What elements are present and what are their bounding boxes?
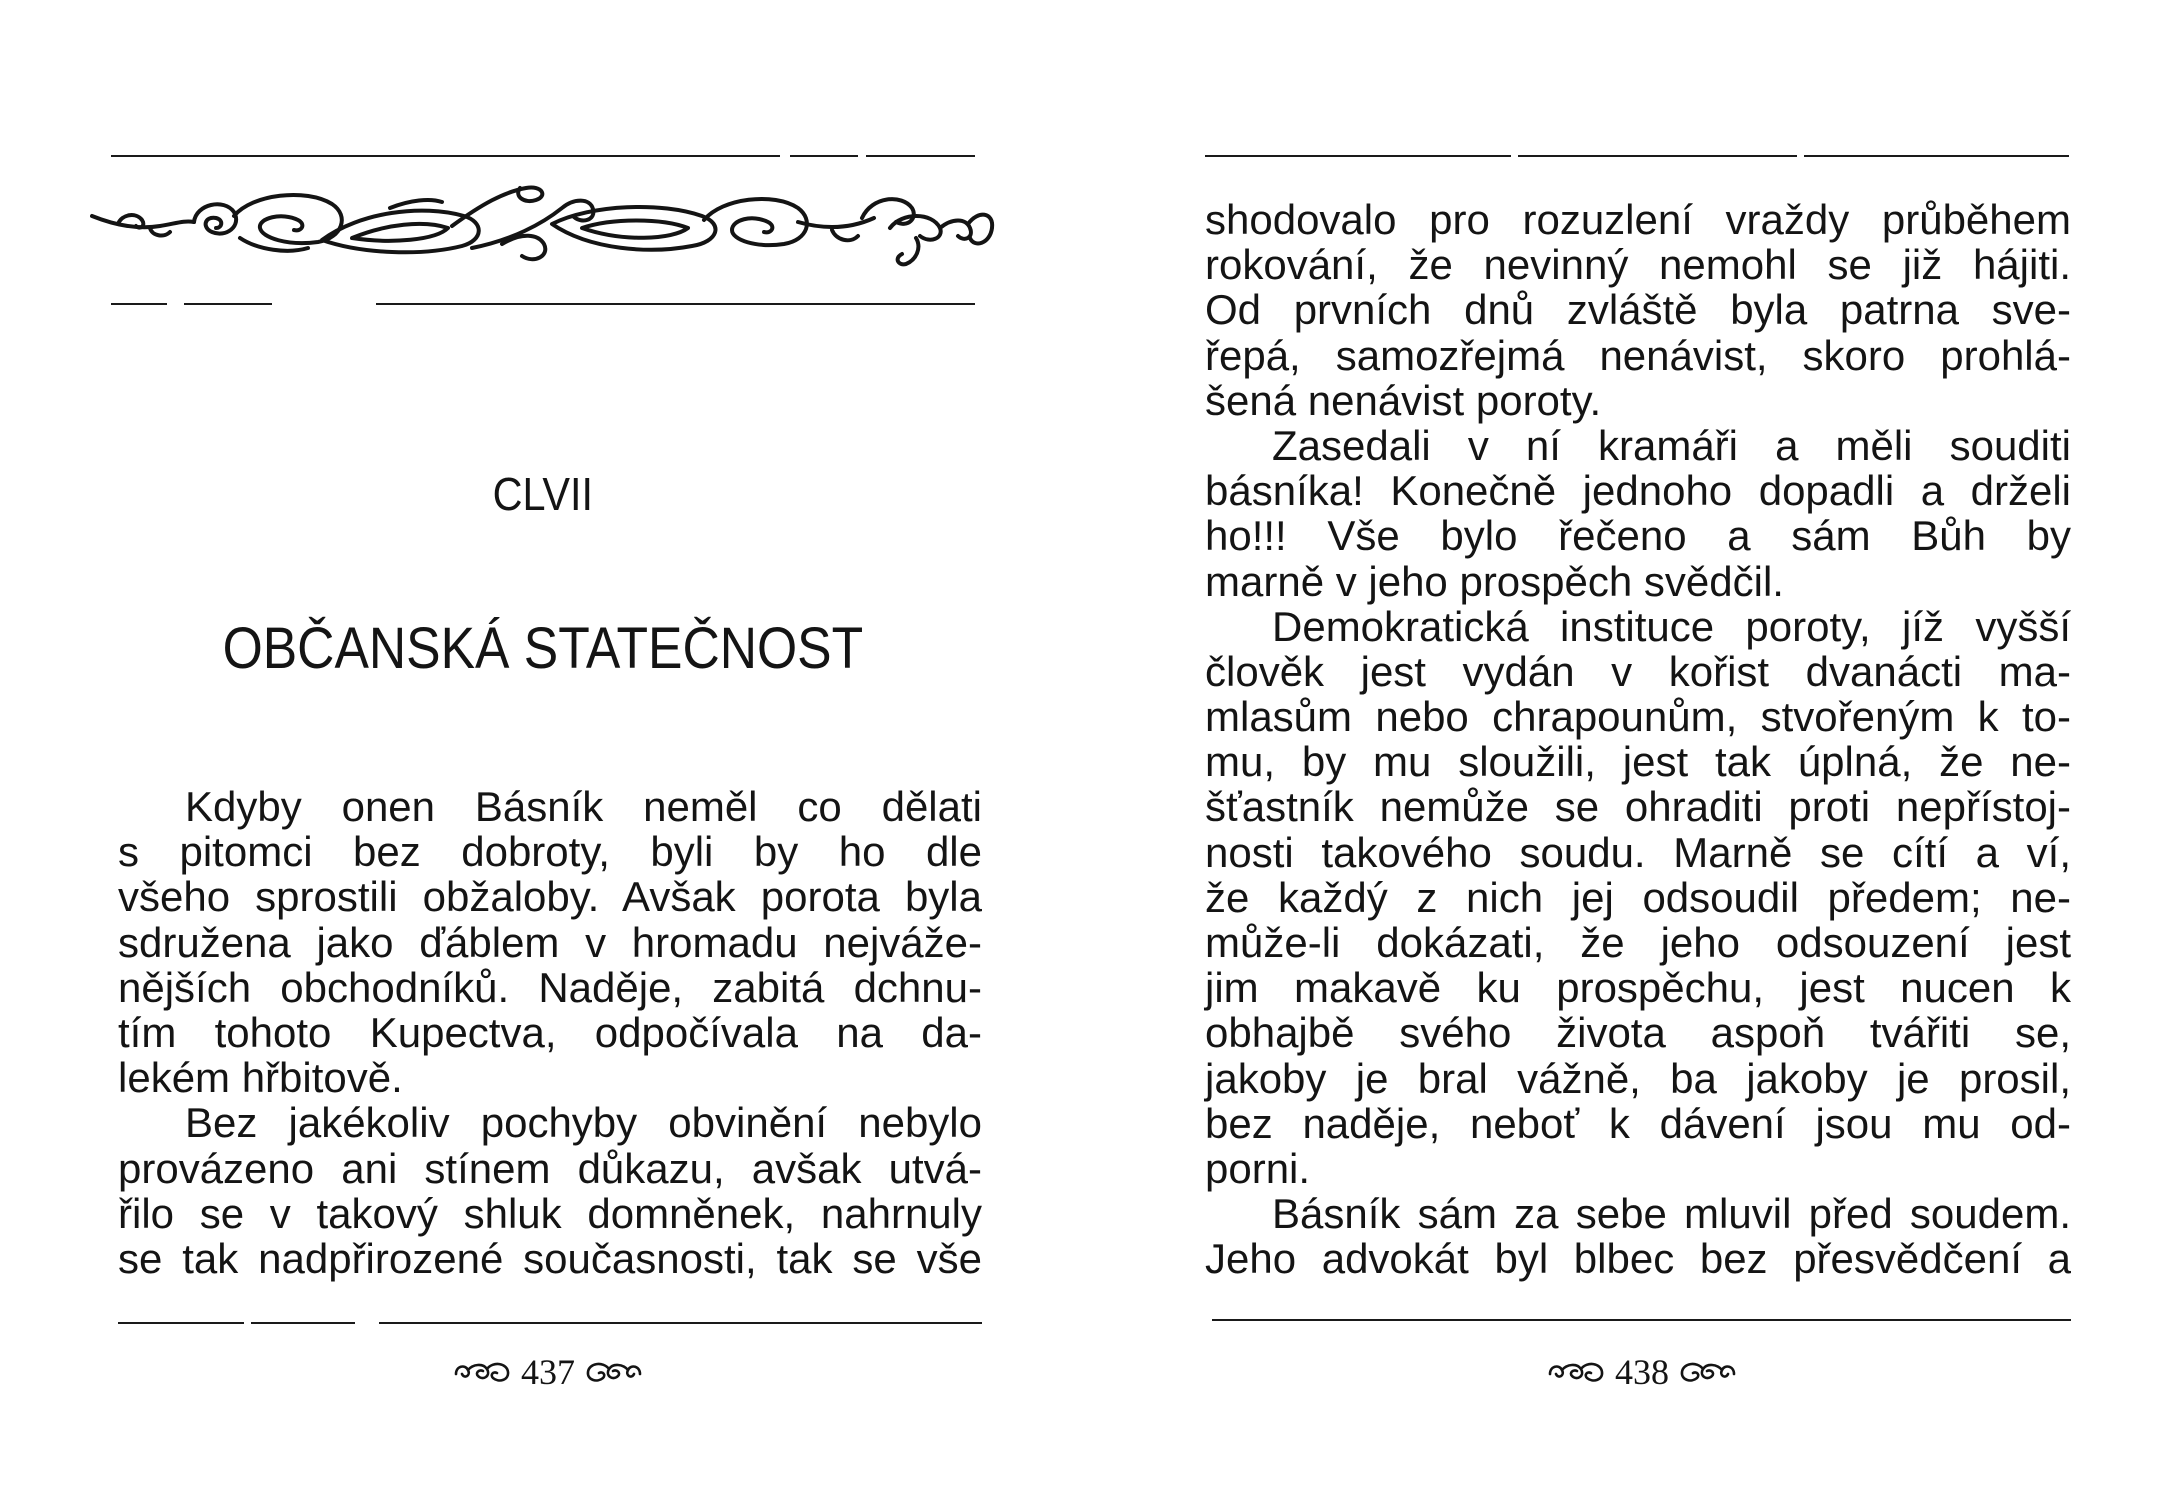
page-footer [398,1352,698,1392]
page-footer [1492,1352,1792,1392]
text-line: provázeno ani stínem důkazu, avšak utvá- [118,1144,982,1192]
text-line: rokování, že nevinný nemohl se již hájiti. [1205,241,2071,289]
text-line: marně v jeho prospěch svědčil. [1205,557,1784,605]
text-line: mlasům nebo chrapounům, stvořeným k to- [1205,693,2071,741]
text-line: šťastník nemůže se ohraditi proti nepřístoj- [1205,783,2071,831]
paragraph [118,784,982,1100]
text-line: řilo se v takový shluk domněnek, nahrnuly [118,1189,982,1237]
text-line: Bez jakékoliv pochyby obvinění nebylo [185,1099,982,1147]
floral-ornament-icon [90,182,996,268]
text-line: shodovalo pro rozuzlení vraždy průběhem [1205,196,2071,243]
text-line: že každý z nich jej odsoudil předem; ne- [1205,873,2071,921]
chapter-number-text: CLVII [492,468,594,520]
paragraph [1205,1191,2071,1281]
ornament-rule [376,303,975,305]
text-line: Kdyby onen Básník neměl co dělati [185,783,982,830]
text-line: básníka! Konečně jednoho dopadli a drželi [1205,467,2071,515]
text-line: jakoby je bral vážně, ba jakoby je prosil, [1205,1054,2071,1102]
text-line: šená nenávist poroty. [1205,376,1602,424]
text-line: tím tohoto Kupectva, odpočívala na da- [118,1008,982,1056]
paragraph [1205,423,2071,604]
left-text-column [118,784,982,1281]
ornament-rule [184,303,272,305]
top-rule [790,155,858,157]
bottom-rule [1212,1319,2071,1321]
text-line: může-li dokázati, že jeho odsouzení jest [1205,919,2071,966]
text-line: s pitomci bez dobroty, byli by ho dle [118,828,982,876]
chapter-title-text: OBČANSKÁ STATEČNOST [222,616,864,681]
chapter-number [90,468,996,520]
text-line: lekém hřbitově. [118,1054,403,1102]
text-line: všeho sprostili obžaloby. Avšak porota byla [118,873,982,921]
text-line: bez naděje, neboť k dávení jsou mu od- [1205,1099,2071,1147]
text-line: Demokratická instituce poroty, jíž vyšší [1272,602,2071,650]
text-line: jim makavě ku prospěchu, jest nucen k [1205,964,2071,1012]
left-flourish-icon [453,1359,511,1385]
text-line: porni. [1205,1144,1311,1192]
top-rule [866,155,975,157]
ornament-rule [111,303,167,305]
left-flourish-icon [1547,1359,1605,1385]
text-line: člověk jest vydán v kořist dvanácti ma- [1205,647,2071,695]
top-rule [111,155,780,157]
top-rule [1804,155,2069,157]
text-line: Básník sám za sebe mluvil před soudem. [1272,1190,2071,1238]
bottom-rule [251,1322,355,1324]
top-rule [1518,155,1797,157]
text-line: sdružena jako ďáblem v hromadu nejváže- [118,918,982,966]
text-line: Zasedali v ní kramáři a měli souditi [1272,421,2071,469]
right-page [1083,0,2166,1500]
chapter-title [90,616,996,681]
page-number: 438 [1615,1352,1669,1392]
top-rule [1205,155,1511,157]
text-line: obhajbě svého života aspoň tvářiti se, [1205,1009,2071,1057]
text-line: ho!!! Vše bylo řečeno a sám Bůh by [1205,512,2071,560]
paragraph [1205,604,2071,1191]
text-line: Od prvních dnů zvláště byla patrna sve- [1205,286,2071,334]
paragraph [1205,197,2071,423]
paragraph [118,1100,982,1281]
text-line: Jeho advokát byl blbec bez přesvědčení a [1205,1235,2071,1283]
text-line: nějších obchodníků. Naděje, zabitá dchnu- [118,963,982,1011]
bottom-rule [379,1322,982,1324]
right-flourish-icon [585,1359,643,1385]
text-line: se tak nadpřirozené současnosti, tak se vše [118,1234,982,1282]
bottom-rule [118,1322,244,1324]
text-line: mu, by mu sloužili, jest tak úplná, že ne- [1205,738,2071,786]
right-flourish-icon [1679,1359,1737,1385]
right-text-column [1205,197,2071,1282]
page-number: 437 [521,1352,575,1392]
text-line: nosti takového soudu. Marně se cítí a ví, [1205,828,2071,876]
text-line: řepá, samozřejmá nenávist, skoro prohlá- [1205,331,2071,379]
